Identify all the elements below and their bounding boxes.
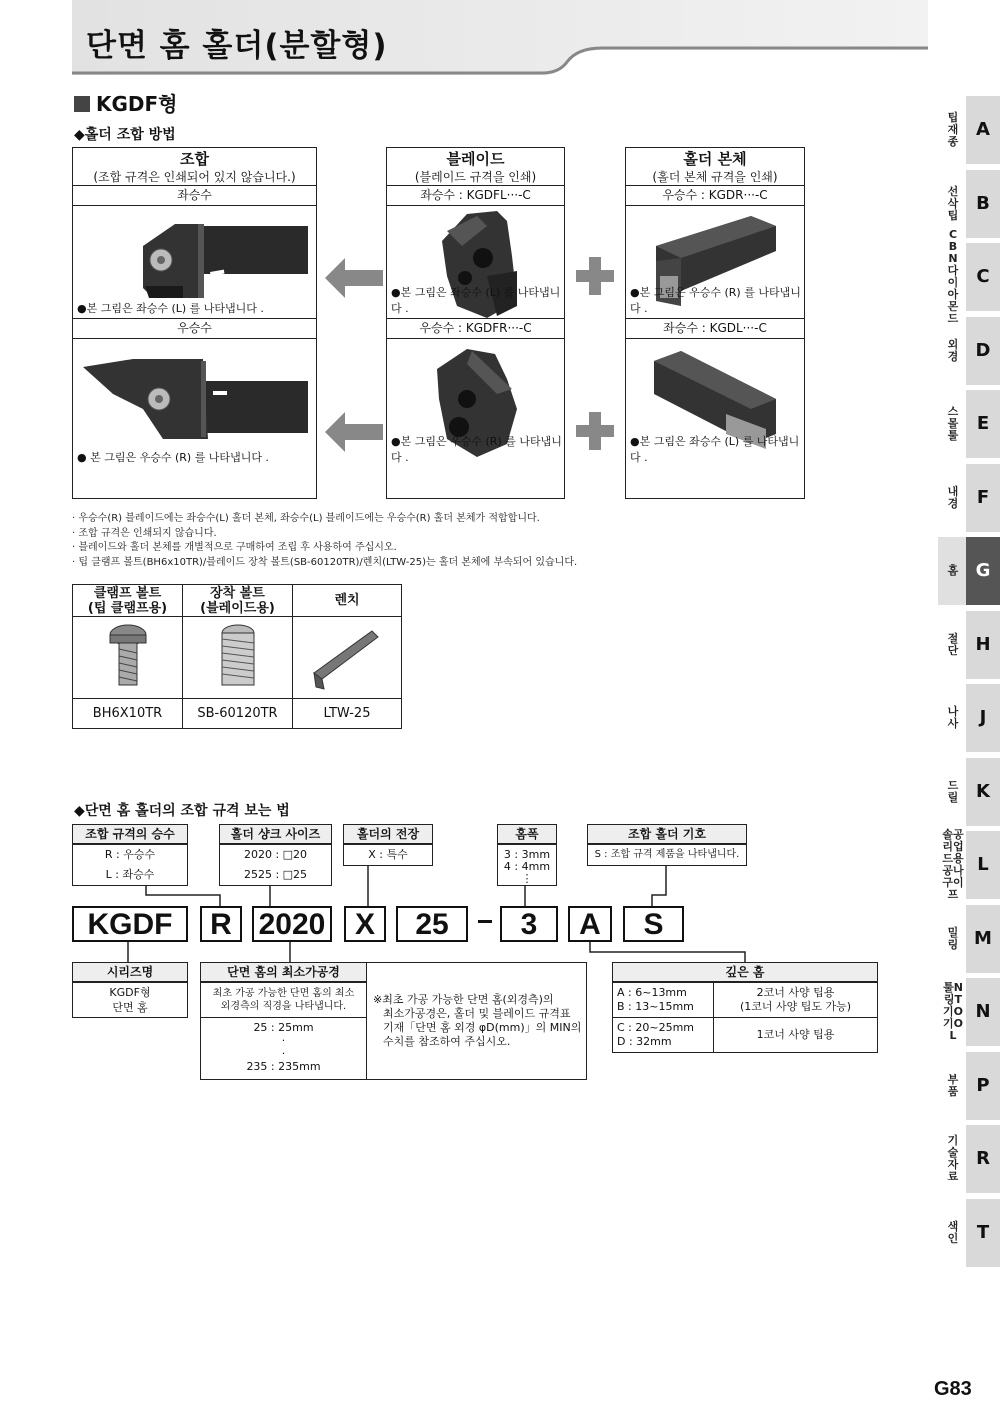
width-values (497, 844, 557, 886)
side-tab-category (942, 464, 964, 532)
assembly-subtitle: (조합 규격은 인쇄되어 있지 않습니다.) (93, 170, 296, 184)
mindia-v3: · (281, 1047, 286, 1060)
side-tab-char: 부 (947, 1072, 959, 1086)
combo-heading: ◆홀더 조합 방법 (74, 127, 176, 143)
side-tab-letter: B (966, 170, 1000, 238)
side-tab-c[interactable] (938, 228, 1000, 325)
hand-r: R : 우승수 (104, 848, 156, 861)
side-tab-b[interactable] (938, 170, 1000, 238)
code-mindia: 25 (396, 906, 468, 942)
shank-values (219, 844, 332, 886)
side-tab-char: 기O (943, 1017, 963, 1030)
width-c: ⋮ (521, 872, 533, 885)
width-b: 4 : 4mm (503, 860, 551, 873)
section-title-text: KGDF형 (96, 92, 178, 116)
series-l2: 단면 홈 (112, 1001, 148, 1014)
wrench-code: LTW-25 (293, 699, 402, 729)
side-tab-char: 료 (947, 1170, 959, 1183)
blade-right-note: ●본 그림은 우승수 (R) 를 나타냅니다 . (391, 435, 562, 464)
side-tab-char: C (948, 228, 958, 241)
note-item: · 우승수(R) 블레이드에는 좌승수(L) 홀더 본체, 좌승수(L) 블레이드에는 우승수(R) 홀더 본체가 적합합니다. (72, 513, 540, 524)
side-tab-letter: K (966, 758, 1000, 826)
header-line: (블레이드용) (200, 600, 275, 616)
blade-right-label: 우승수 : KGDFR···-C (387, 319, 564, 339)
mindia-desc (200, 982, 367, 1018)
side-tab-category (942, 96, 964, 164)
hand-l: L : 좌승수 (105, 868, 155, 881)
clamp-bolt-code: BH6X10TR (73, 699, 183, 729)
side-tab-letter: N (966, 978, 1000, 1046)
side-tab-char: 리업 (942, 840, 964, 853)
note-item: · 팁 클램프 볼트(BH6x10TR)/블레이드 장착 볼트(SB-60120TR)/렌치(LTW-25)는 홀더 본체에 부속되어 있습니다. (72, 556, 578, 568)
symbol-s: S : 조합 규격 제품을 나타냅니다. (594, 849, 740, 860)
side-tab-letter: D (966, 317, 1000, 385)
depth-r1d: (1코너 사양 팁도 가능) (739, 1000, 852, 1013)
side-tab-char: 나 (947, 705, 959, 718)
side-tab-letter: H (966, 611, 1000, 679)
code-shank: 2020 (252, 906, 332, 942)
mindia-v2: · (281, 1034, 286, 1047)
side-tab-letter: A (966, 96, 1000, 164)
side-tab-p[interactable] (938, 1052, 1000, 1120)
side-tab-char: 링 (947, 937, 959, 951)
side-tab-char: 팁 (947, 208, 959, 222)
side-tab-char: 술 (947, 1146, 959, 1159)
side-tab-char: 구이 (942, 876, 964, 889)
side-tab-char: 아 (947, 288, 959, 301)
header-line: (팁 클램프용) (87, 600, 168, 616)
mindia-note-l4: 수치를 참조하여 주십시오. (383, 1035, 511, 1048)
side-tab-letter: T (966, 1199, 1000, 1267)
side-tab-category (942, 828, 964, 901)
depth-r1-codes (612, 982, 714, 1018)
blade-left-note: ●본 그림은 좌승수 (L) 를 나타냅니다 . (391, 286, 561, 315)
side-tab-char: 내 (947, 484, 959, 498)
side-tab-char: 외 (947, 337, 959, 351)
side-tab-char: 프 (947, 888, 959, 901)
side-tab-category (942, 317, 964, 385)
side-tab-char: 품 (947, 1084, 959, 1098)
assembly-title: 조합 (180, 150, 209, 168)
holder-body-left-note: ●본 그림은 우승수 (R) 를 나타냅니다 . (630, 286, 801, 315)
depth-b: B : 13~15mm (617, 1000, 694, 1013)
side-tab-char: 다 (947, 264, 959, 277)
side-tab-char: 솔공 (942, 828, 964, 841)
side-tab-char: 몰 (947, 417, 959, 430)
mindia-note-l1: ※최초 가공 가능한 단면 홈(외경측)의 (373, 993, 554, 1006)
holder-body-left-label: 우승수 : KGDR···-C (626, 186, 804, 206)
side-tab-char: 삭 (947, 196, 959, 210)
side-tab-category (942, 1125, 964, 1193)
side-tab-k[interactable] (938, 758, 1000, 826)
code-width: 3 (500, 906, 558, 942)
side-tab-char: 재 (947, 123, 959, 136)
side-tab-letter: P (966, 1052, 1000, 1120)
mindia-v4: 235 : 235mm (246, 1060, 321, 1073)
holder-body-right-label: 좌승수 : KGDL···-C (626, 319, 804, 339)
length-x: X : 특수 (368, 848, 408, 861)
side-tab-r[interactable] (938, 1125, 1000, 1193)
side-tab-f[interactable] (938, 464, 1000, 532)
side-tab-letter: L (966, 831, 1000, 899)
side-tab-char: 경 (947, 496, 959, 510)
mindia-note-l3: 기재「단면 홈 외경 φD(mm)」의 MIN의 (383, 1021, 582, 1034)
holder-body-title: 홀더 본체 (683, 150, 747, 168)
side-tab-letter: F (966, 464, 1000, 532)
side-tab-category (942, 758, 964, 826)
side-tab-letter: R (966, 1125, 1000, 1193)
header-line: 클램프 볼트 (93, 585, 162, 601)
depth-title: 깊은 홈 (612, 962, 878, 982)
side-tab-char: 팁 (947, 111, 959, 124)
side-tab-category (942, 611, 964, 679)
side-tab-letter: G (966, 537, 1000, 605)
assembly-left-label: 좌승수 (73, 186, 316, 206)
blade-subtitle: (블레이드 규격을 인쇄) (414, 170, 537, 184)
side-tab-char: 절 (947, 631, 959, 645)
side-tab-category (942, 905, 964, 973)
mindia-note-l2: 최소가공경은, 홀더 및 블레이드 규격표 (383, 1007, 571, 1020)
code-series: KGDF (72, 906, 188, 942)
series-l1: KGDF형 (109, 986, 151, 999)
depth-a: A : 6~13mm (617, 986, 687, 999)
note-item: · 조합 규격은 인쇄되지 않습니다. (72, 527, 217, 539)
depth-c: C : 20~25mm (617, 1021, 695, 1034)
side-tab-category (942, 537, 964, 605)
holder-body-subtitle: (홀더 본체 규격을 인쇄) (652, 170, 778, 184)
mindia-l2: 외경측의 직경을 나타냅니다. (220, 1001, 347, 1012)
assembly-left-note: ●본 그림은 좌승수 (L) 를 나타냅니다 . (77, 302, 264, 315)
depth-r1c: 2코너 사양 팁용 (756, 986, 835, 999)
side-tab-char: 툴N (943, 981, 963, 994)
side-tab-char: 색 (947, 1219, 959, 1233)
side-tab-m[interactable] (938, 905, 1000, 973)
holder-body-right-note: ●본 그림은 좌승수 (L) 를 나타냅니다 . (630, 435, 800, 464)
guide-heading: ◆단면 홈 홀더의 조합 규격 보는 법 (74, 803, 290, 819)
depth-d: D : 32mm (617, 1035, 672, 1048)
side-tab-t[interactable] (938, 1199, 1000, 1267)
side-tab-char: 경 (947, 349, 959, 363)
header-line: 장착 볼트 (210, 585, 265, 601)
side-tab-char: 밀 (947, 925, 959, 939)
page-title: 단면 홈 홀더(분할형) (86, 28, 388, 64)
side-tab-char: 릴 (947, 790, 959, 804)
code-hand: R (200, 906, 242, 942)
symbol-title: 조합 홀더 기호 (587, 824, 747, 844)
mindia-title: 단면 홈의 최소가공경 (200, 962, 367, 982)
symbol-values (587, 844, 747, 866)
page-number: G83 (934, 1378, 972, 1400)
hand-title: 조합 규격의 승수 (72, 824, 188, 844)
side-tab-letter: J (966, 684, 1000, 752)
depth-r2-desc: 1코너 사양 팁용 (713, 1017, 878, 1053)
side-tab-e[interactable] (938, 390, 1000, 458)
side-tab-char: 기O (943, 1005, 963, 1018)
side-tab-category (942, 978, 964, 1046)
side-tab-char: 툴 (947, 429, 959, 442)
note-item: · 블레이드와 홀더 본체를 개별적으로 구매하여 조립 후 사용하여 주십시오. (72, 542, 397, 553)
side-tab-category (942, 1052, 964, 1120)
side-tab-char: 기 (947, 1134, 959, 1147)
side-tab-char: 인 (947, 1231, 959, 1245)
side-tab-category (942, 1199, 964, 1267)
width-a: 3 : 3mm (503, 848, 551, 861)
code-dash (478, 920, 492, 923)
side-tab-char: 링T (943, 993, 963, 1006)
length-title: 홀더의 전장 (343, 824, 433, 844)
assembly-right-note: ● 본 그림은 우승수 (R) 를 나타냅니다 . (77, 451, 269, 464)
side-tab-category (942, 684, 964, 752)
side-tab-category (942, 228, 964, 325)
side-tab-char: L (949, 1029, 957, 1042)
mindia-l1: 최초 가공 가능한 단면 홈의 최소 (212, 988, 355, 999)
depth-r2-codes (612, 1017, 714, 1053)
mindia-note (366, 962, 587, 1080)
side-tab-char: 몬 (947, 300, 959, 313)
side-tab-h[interactable] (938, 611, 1000, 679)
side-tab-letter: C (966, 243, 1000, 311)
side-tab-char: 단 (947, 643, 959, 657)
side-tab-letter: M (966, 905, 1000, 973)
blade-title: 블레이드 (446, 150, 505, 168)
length-values (343, 844, 433, 866)
shank-a: 2020 : □20 (243, 848, 308, 861)
side-tab-j[interactable] (938, 684, 1000, 752)
side-tab-char: 선 (947, 184, 959, 198)
hand-values (72, 844, 188, 886)
series-values (72, 982, 188, 1018)
side-tab-char: 홈 (947, 564, 959, 577)
header-line: 렌치 (334, 593, 360, 608)
side-tab-letter: E (966, 390, 1000, 458)
side-tab-a[interactable] (938, 96, 1000, 164)
side-tab-g[interactable] (938, 537, 1000, 605)
blade-left-label: 좌승수 : KGDFL···-C (387, 186, 564, 206)
assembly-right-label: 우승수 (73, 319, 316, 339)
side-tab-char: 드 (947, 778, 959, 792)
side-tab-l[interactable] (938, 828, 1000, 901)
side-tab-n[interactable] (938, 978, 1000, 1046)
side-tab-char: 스 (947, 405, 959, 418)
side-tab-char: 종 (947, 135, 959, 148)
mindia-values (200, 1017, 367, 1080)
code-length: X (344, 906, 386, 942)
series-title: 시리즈명 (72, 962, 188, 982)
side-tab-category (942, 390, 964, 458)
shank-b: 2525 : □25 (243, 868, 308, 881)
side-tab-char: 공나 (942, 864, 964, 877)
side-tab-char: 드용 (942, 852, 964, 865)
side-tab-char: N (948, 252, 958, 265)
code-depth: A (568, 906, 612, 942)
mount-bolt-code: SB-60120TR (183, 699, 293, 729)
mindia-v1: 25 : 25mm (253, 1021, 314, 1034)
side-tab-char: 드 (947, 312, 959, 325)
side-tab-char: 사 (947, 717, 959, 730)
code-symbol: S (623, 906, 684, 942)
depth-r1-desc (713, 982, 878, 1018)
shank-title: 홀더 샹크 사이즈 (219, 824, 332, 844)
side-tab-char: 자 (947, 1158, 959, 1171)
width-title: 홈폭 (497, 824, 557, 844)
side-tab-char: B (948, 240, 958, 253)
side-tab-char: 이 (947, 276, 959, 289)
side-tab-d[interactable] (938, 317, 1000, 385)
